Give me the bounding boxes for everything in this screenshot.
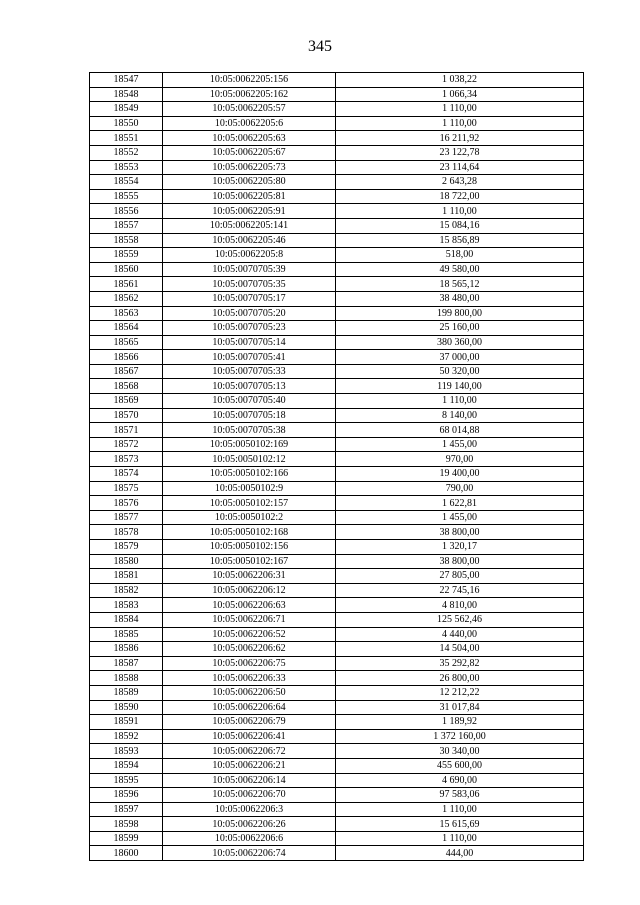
cadastral-number-cell: 10:05:0062206:70 xyxy=(163,788,336,803)
cadastral-number-cell: 10:05:0050102:168 xyxy=(163,525,336,540)
row-number-cell: 18573 xyxy=(90,452,163,467)
value-cell: 50 320,00 xyxy=(336,364,584,379)
value-cell: 15 856,89 xyxy=(336,233,584,248)
table-row xyxy=(90,160,584,175)
cadastral-number-cell: 10:05:0062206:3 xyxy=(163,802,336,817)
table-row xyxy=(90,423,584,438)
value-cell: 455 600,00 xyxy=(336,758,584,773)
table-row xyxy=(90,189,584,204)
value-cell: 15 615,69 xyxy=(336,817,584,832)
row-number-cell: 18571 xyxy=(90,423,163,438)
cadastral-number-cell: 10:05:0070705:40 xyxy=(163,394,336,409)
cadastral-number-cell: 10:05:0050102:12 xyxy=(163,452,336,467)
table-row xyxy=(90,612,584,627)
table-row xyxy=(90,291,584,306)
table-row xyxy=(90,583,584,598)
table-row xyxy=(90,321,584,336)
row-number-cell: 18558 xyxy=(90,233,163,248)
page-number: 345 xyxy=(308,38,332,55)
cadastral-value-table xyxy=(89,72,584,861)
value-cell: 16 211,92 xyxy=(336,131,584,146)
table-row xyxy=(90,452,584,467)
row-number-cell: 18572 xyxy=(90,437,163,452)
row-number-cell: 18560 xyxy=(90,262,163,277)
cadastral-number-cell: 10:05:0062206:74 xyxy=(163,846,336,861)
cadastral-number-cell: 10:05:0070705:17 xyxy=(163,291,336,306)
value-cell: 26 800,00 xyxy=(336,671,584,686)
table-row xyxy=(90,408,584,423)
table-row xyxy=(90,788,584,803)
table-row xyxy=(90,540,584,555)
value-cell: 18 722,00 xyxy=(336,189,584,204)
value-cell: 518,00 xyxy=(336,248,584,263)
table-row xyxy=(90,116,584,131)
value-cell: 1 110,00 xyxy=(336,116,584,131)
value-cell: 1 189,92 xyxy=(336,715,584,730)
row-number-cell: 18563 xyxy=(90,306,163,321)
value-cell: 22 745,16 xyxy=(336,583,584,598)
table-row xyxy=(90,73,584,88)
row-number-cell: 18581 xyxy=(90,569,163,584)
row-number-cell: 18549 xyxy=(90,102,163,117)
value-cell: 380 360,00 xyxy=(336,335,584,350)
cadastral-number-cell: 10:05:0062206:63 xyxy=(163,598,336,613)
row-number-cell: 18578 xyxy=(90,525,163,540)
row-number-cell: 18583 xyxy=(90,598,163,613)
row-number-cell: 18554 xyxy=(90,175,163,190)
table-row xyxy=(90,598,584,613)
cadastral-number-cell: 10:05:0070705:35 xyxy=(163,277,336,292)
row-number-cell: 18576 xyxy=(90,496,163,511)
row-number-cell: 18597 xyxy=(90,802,163,817)
table-row xyxy=(90,218,584,233)
table-row xyxy=(90,831,584,846)
value-cell: 125 562,46 xyxy=(336,612,584,627)
table-row xyxy=(90,554,584,569)
cadastral-number-cell: 10:05:0062205:46 xyxy=(163,233,336,248)
table-row xyxy=(90,729,584,744)
cadastral-number-cell: 10:05:0062206:64 xyxy=(163,700,336,715)
value-cell: 35 292,82 xyxy=(336,656,584,671)
cadastral-number-cell: 10:05:0062206:72 xyxy=(163,744,336,759)
cadastral-number-cell: 10:05:0062205:73 xyxy=(163,160,336,175)
table-row xyxy=(90,685,584,700)
cadastral-number-cell: 10:05:0070705:38 xyxy=(163,423,336,438)
value-cell: 37 000,00 xyxy=(336,350,584,365)
table-row xyxy=(90,233,584,248)
value-cell: 1 110,00 xyxy=(336,394,584,409)
table-row xyxy=(90,656,584,671)
value-cell: 38 480,00 xyxy=(336,291,584,306)
value-cell: 970,00 xyxy=(336,452,584,467)
table-row xyxy=(90,525,584,540)
value-cell: 1 320,17 xyxy=(336,540,584,555)
table-row xyxy=(90,846,584,861)
table-row xyxy=(90,773,584,788)
row-number-cell: 18556 xyxy=(90,204,163,219)
cadastral-number-cell: 10:05:0062205:67 xyxy=(163,145,336,160)
table-row xyxy=(90,642,584,657)
row-number-cell: 18585 xyxy=(90,627,163,642)
row-number-cell: 18579 xyxy=(90,540,163,555)
table-row xyxy=(90,204,584,219)
row-number-cell: 18567 xyxy=(90,364,163,379)
row-number-cell: 18548 xyxy=(90,87,163,102)
value-cell: 97 583,06 xyxy=(336,788,584,803)
table-row xyxy=(90,481,584,496)
value-cell: 38 800,00 xyxy=(336,554,584,569)
cadastral-number-cell: 10:05:0050102:157 xyxy=(163,496,336,511)
row-number-cell: 18587 xyxy=(90,656,163,671)
value-cell: 12 212,22 xyxy=(336,685,584,700)
value-cell: 1 110,00 xyxy=(336,102,584,117)
row-number-cell: 18551 xyxy=(90,131,163,146)
row-number-cell: 18566 xyxy=(90,350,163,365)
table-row xyxy=(90,277,584,292)
cadastral-number-cell: 10:05:0062206:31 xyxy=(163,569,336,584)
row-number-cell: 18598 xyxy=(90,817,163,832)
value-cell: 23 114,64 xyxy=(336,160,584,175)
row-number-cell: 18586 xyxy=(90,642,163,657)
cadastral-number-cell: 10:05:0062205:156 xyxy=(163,73,336,88)
value-cell: 49 580,00 xyxy=(336,262,584,277)
row-number-cell: 18591 xyxy=(90,715,163,730)
value-cell: 1 455,00 xyxy=(336,437,584,452)
cadastral-number-cell: 10:05:0062205:63 xyxy=(163,131,336,146)
row-number-cell: 18562 xyxy=(90,291,163,306)
value-cell: 119 140,00 xyxy=(336,379,584,394)
value-cell: 18 565,12 xyxy=(336,277,584,292)
cadastral-number-cell: 10:05:0062205:8 xyxy=(163,248,336,263)
table-row xyxy=(90,248,584,263)
cadastral-number-cell: 10:05:0070705:14 xyxy=(163,335,336,350)
row-number-cell: 18593 xyxy=(90,744,163,759)
cadastral-number-cell: 10:05:0062205:81 xyxy=(163,189,336,204)
cadastral-number-cell: 10:05:0062205:6 xyxy=(163,116,336,131)
value-cell: 68 014,88 xyxy=(336,423,584,438)
cadastral-number-cell: 10:05:0062206:71 xyxy=(163,612,336,627)
cadastral-number-cell: 10:05:0062206:62 xyxy=(163,642,336,657)
cadastral-number-cell: 10:05:0062206:6 xyxy=(163,831,336,846)
cadastral-number-cell: 10:05:0062205:162 xyxy=(163,87,336,102)
row-number-cell: 18564 xyxy=(90,321,163,336)
row-number-cell: 18555 xyxy=(90,189,163,204)
cadastral-number-cell: 10:05:0050102:156 xyxy=(163,540,336,555)
cadastral-number-cell: 10:05:0062206:26 xyxy=(163,817,336,832)
row-number-cell: 18594 xyxy=(90,758,163,773)
table-row xyxy=(90,700,584,715)
table-row xyxy=(90,350,584,365)
table-row xyxy=(90,467,584,482)
cadastral-number-cell: 10:05:0062206:21 xyxy=(163,758,336,773)
value-cell: 1 372 160,00 xyxy=(336,729,584,744)
table-row xyxy=(90,627,584,642)
table-row xyxy=(90,671,584,686)
value-cell: 15 084,16 xyxy=(336,218,584,233)
cadastral-number-cell: 10:05:0062206:14 xyxy=(163,773,336,788)
cadastral-number-cell: 10:05:0070705:39 xyxy=(163,262,336,277)
value-cell: 1 110,00 xyxy=(336,204,584,219)
row-number-cell: 18589 xyxy=(90,685,163,700)
row-number-cell: 18584 xyxy=(90,612,163,627)
cadastral-number-cell: 10:05:0050102:169 xyxy=(163,437,336,452)
cadastral-number-cell: 10:05:0070705:13 xyxy=(163,379,336,394)
table-row xyxy=(90,510,584,525)
cadastral-number-cell: 10:05:0062205:80 xyxy=(163,175,336,190)
table-row xyxy=(90,817,584,832)
cadastral-number-cell: 10:05:0062205:91 xyxy=(163,204,336,219)
table-row xyxy=(90,379,584,394)
value-cell: 27 805,00 xyxy=(336,569,584,584)
value-cell: 19 400,00 xyxy=(336,467,584,482)
cadastral-number-cell: 10:05:0070705:41 xyxy=(163,350,336,365)
table-row xyxy=(90,306,584,321)
table-body xyxy=(90,73,584,861)
value-cell: 4 690,00 xyxy=(336,773,584,788)
table-row xyxy=(90,394,584,409)
table-row xyxy=(90,802,584,817)
table-row xyxy=(90,758,584,773)
cadastral-number-cell: 10:05:0050102:2 xyxy=(163,510,336,525)
cadastral-number-cell: 10:05:0070705:20 xyxy=(163,306,336,321)
value-cell: 14 504,00 xyxy=(336,642,584,657)
value-cell: 30 340,00 xyxy=(336,744,584,759)
table-row xyxy=(90,87,584,102)
row-number-cell: 18552 xyxy=(90,145,163,160)
value-cell: 444,00 xyxy=(336,846,584,861)
value-cell: 1 038,22 xyxy=(336,73,584,88)
cadastral-number-cell: 10:05:0062206:52 xyxy=(163,627,336,642)
value-cell: 1 622,81 xyxy=(336,496,584,511)
row-number-cell: 18570 xyxy=(90,408,163,423)
table-row xyxy=(90,437,584,452)
row-number-cell: 18588 xyxy=(90,671,163,686)
row-number-cell: 18569 xyxy=(90,394,163,409)
cadastral-number-cell: 10:05:0062205:57 xyxy=(163,102,336,117)
row-number-cell: 18599 xyxy=(90,831,163,846)
table-row xyxy=(90,262,584,277)
row-number-cell: 18553 xyxy=(90,160,163,175)
value-cell: 38 800,00 xyxy=(336,525,584,540)
table-row xyxy=(90,744,584,759)
value-cell: 4 440,00 xyxy=(336,627,584,642)
cadastral-number-cell: 10:05:0050102:9 xyxy=(163,481,336,496)
row-number-cell: 18561 xyxy=(90,277,163,292)
row-number-cell: 18547 xyxy=(90,73,163,88)
value-cell: 2 643,28 xyxy=(336,175,584,190)
value-cell: 4 810,00 xyxy=(336,598,584,613)
value-cell: 1 455,00 xyxy=(336,510,584,525)
row-number-cell: 18595 xyxy=(90,773,163,788)
value-cell: 31 017,84 xyxy=(336,700,584,715)
table-row xyxy=(90,175,584,190)
row-number-cell: 18596 xyxy=(90,788,163,803)
cadastral-number-cell: 10:05:0050102:167 xyxy=(163,554,336,569)
row-number-cell: 18590 xyxy=(90,700,163,715)
value-cell: 1 110,00 xyxy=(336,831,584,846)
value-cell: 25 160,00 xyxy=(336,321,584,336)
value-cell: 199 800,00 xyxy=(336,306,584,321)
table-row xyxy=(90,569,584,584)
cadastral-number-cell: 10:05:0062206:41 xyxy=(163,729,336,744)
value-cell: 8 140,00 xyxy=(336,408,584,423)
table-row xyxy=(90,102,584,117)
value-cell: 23 122,78 xyxy=(336,145,584,160)
row-number-cell: 18577 xyxy=(90,510,163,525)
cadastral-number-cell: 10:05:0062205:141 xyxy=(163,218,336,233)
row-number-cell: 18568 xyxy=(90,379,163,394)
cadastral-number-cell: 10:05:0062206:79 xyxy=(163,715,336,730)
table-row xyxy=(90,364,584,379)
value-cell: 790,00 xyxy=(336,481,584,496)
row-number-cell: 18580 xyxy=(90,554,163,569)
cadastral-number-cell: 10:05:0062206:33 xyxy=(163,671,336,686)
cadastral-number-cell: 10:05:0062206:50 xyxy=(163,685,336,700)
row-number-cell: 18550 xyxy=(90,116,163,131)
row-number-cell: 18575 xyxy=(90,481,163,496)
row-number-cell: 18600 xyxy=(90,846,163,861)
row-number-cell: 18574 xyxy=(90,467,163,482)
table-row xyxy=(90,496,584,511)
table-row xyxy=(90,335,584,350)
row-number-cell: 18559 xyxy=(90,248,163,263)
table-row xyxy=(90,131,584,146)
cadastral-number-cell: 10:05:0070705:18 xyxy=(163,408,336,423)
cadastral-number-cell: 10:05:0070705:33 xyxy=(163,364,336,379)
value-cell: 1 110,00 xyxy=(336,802,584,817)
cadastral-number-cell: 10:05:0070705:23 xyxy=(163,321,336,336)
table-row xyxy=(90,715,584,730)
cadastral-number-cell: 10:05:0062206:75 xyxy=(163,656,336,671)
row-number-cell: 18557 xyxy=(90,218,163,233)
cadastral-number-cell: 10:05:0050102:166 xyxy=(163,467,336,482)
value-cell: 1 066,34 xyxy=(336,87,584,102)
row-number-cell: 18582 xyxy=(90,583,163,598)
row-number-cell: 18565 xyxy=(90,335,163,350)
table-row xyxy=(90,145,584,160)
row-number-cell: 18592 xyxy=(90,729,163,744)
cadastral-number-cell: 10:05:0062206:12 xyxy=(163,583,336,598)
